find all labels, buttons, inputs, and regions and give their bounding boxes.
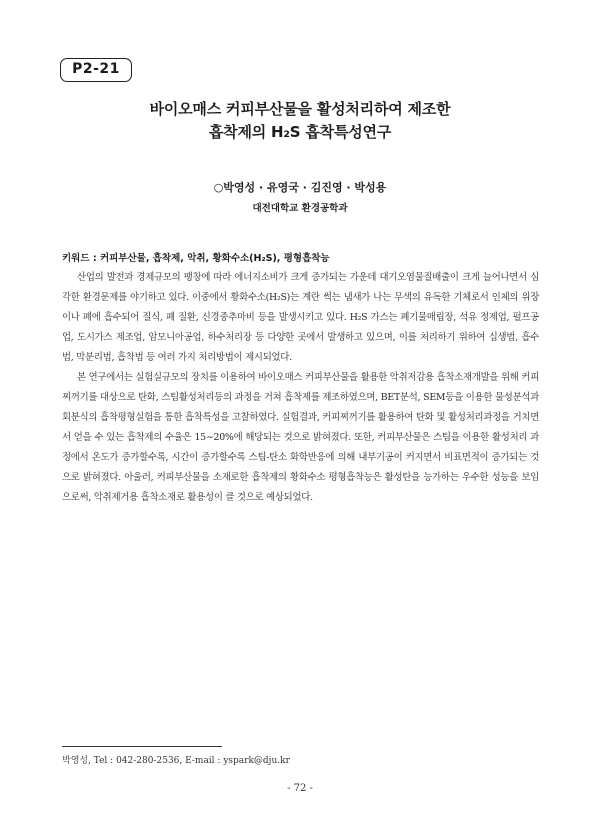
- affiliation: 대전대학교 환경공학과: [252, 203, 348, 214]
- paper-title-line-2: 흡착제의 H₂S 흡착특성연구: [208, 123, 392, 141]
- corresponding-author-footnote: 박영성, Tel : 042-280-2536, E-mail : yspark@dju.kr: [62, 756, 290, 766]
- abstract-body: [62, 268, 539, 508]
- author-list: ○박영성 · 유영국 · 김진영 · 박성용: [213, 181, 387, 194]
- paper-title-line-1: 바이오매스 커피부산물을 활성처리하여 제조한: [149, 100, 451, 118]
- abstract-paragraph-1: 산업의 발전과 경제규모의 팽창에 따라 에너지소비가 크게 증가되는 가운데 대기오염물질배출이 크게 늘어나면서 심각한 환경문제를 야기하고 있다. 이중에서 황화수소(H₂S)는 계란 썩는 냄새가 나는 무색의 유독한 기체로서 인체의 위장이나 폐에 흡수되어 질식, 폐 질환, 신경중추마비 등을 발생시키고 있다. H₂S 가스는 폐기물매립장, 석유 정제업, 펄프공업, 도시가스 제조업, 암모니아공업, 하수처리장 등 다양한 곳에서 발생하고 있으며, 이를 처리하기 위하여 십생법, 흡수법, 막분리법, 흡착법 등 여러 가지 처리방법이 제시되었다.: [62, 272, 539, 363]
- session-code-badge: P2-21: [60, 58, 132, 82]
- keywords: 키워드 : 커피부산물, 흡착제, 악취, 황화수소(H₂S), 평형흡착능: [62, 253, 330, 264]
- page-number: - 72 -: [287, 783, 313, 794]
- footnote-divider: [62, 746, 222, 747]
- abstract-paragraph-2: 본 연구에서는 실험실규모의 장치를 이용하여 바이오매스 커피부산물을 활용한 악취저감용 흡착소재개발을 위해 커피찌꺼기를 대상으로 탄화, 스팀활성처리등의 과정을 거쳐 흡착제를 제조하였으며, BET분석, SEM등을 이용한 물성분석과 회분식의 흡착평형실험을 통한 흡착특성을 고찰하였다. 실험결과, 커피찌꺼기를 활용하여 탄화 및 활성처리과정을 거치면서 얻을 수 있는 흡착제의 수율은 15∼20%에 해당되는 것으로 밝혀졌다. 또한, 커피부산물은 스팀을 이용한 활성처리 과정에서 온도가 증가할수록, 시간이 증가할수록 스팀-탄소 화학반응에 의해 내부기공이 커지면서 비표면적이 증가되는 것으로 밝혀졌다. 아울러, 커피부산물을 소재로한 흡착제의 황화수소 평형흡착능은 활성탄을 능가하는 우수한 성능을 보임으로써, 악취제거용 흡착소재로 활용성이 클 것으로 예상되었다.: [62, 372, 539, 503]
